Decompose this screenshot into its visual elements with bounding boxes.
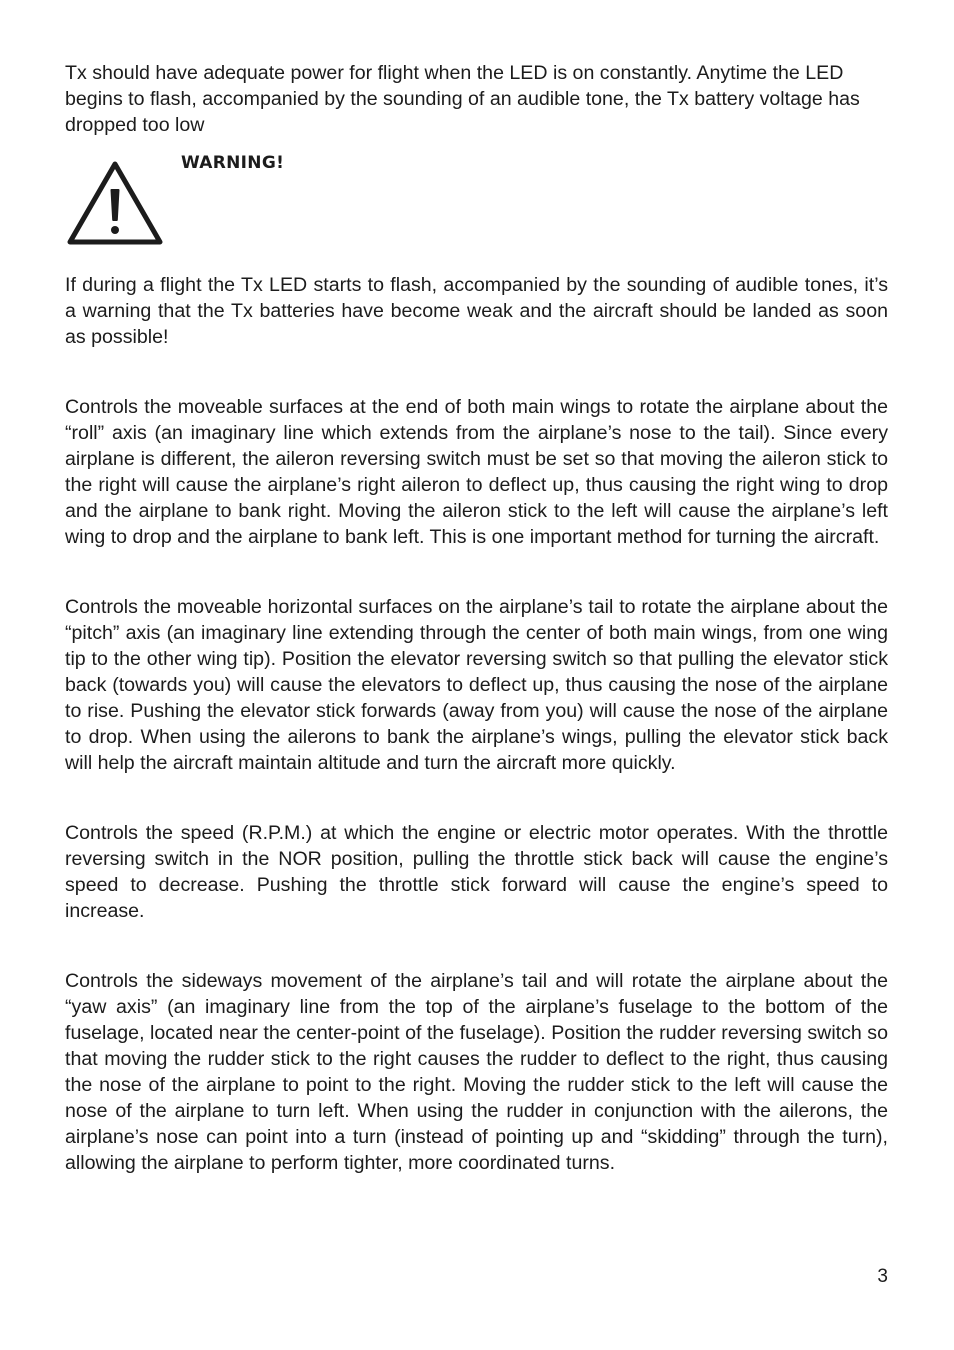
document-page — [65, 60, 888, 1176]
warning-text: If during a flight the Tx LED starts to flash, accompanied by the sounding of audible tones, it’s a warning that the Tx batteries have become weak and the aircraft should be landed as soon as possible! — [65, 274, 888, 348]
warning-block — [65, 152, 888, 272]
section-gap — [65, 350, 888, 394]
elevator-paragraph: Controls the moveable horizontal surfaces on the airplane’s tail to rotate the airplane about the “pitch” axis (an imaginary line extending through the center of both main wings, from one wing tip to the other wing tip). Position the elevator reversing switch so that pulling the elevator stick back (towards you) will cause the elevators to deflect up, thus causing the nose of the airplane to rise. Pushing the elevator stick forwards (away from you) will cause the nose of the airplane to drop. When using the ailerons to bank the airplane’s wings, pulling the elevator stick back will help the aircraft maintain altitude and turn the aircraft more quickly. — [65, 596, 888, 774]
section-gap — [65, 776, 888, 820]
rudder-paragraph: Controls the sideways movement of the airplane’s tail and will rotate the airplane about the “yaw axis” (an imaginary line from the top of the airplane’s fuselage to the bottom of the fuselage, located near the center-point of the fuselage). Position the rudder reversing switch so that moving the rudder stick to the right causes the rudder to deflect to the right, thus causing the nose of the airplane to point to the right. Moving the rudder stick to the left will cause the nose of the airplane to turn left. When using the rudder in conjunction with the ailerons, the airplane’s nose can point into a turn (instead of pointing up and “skidding” through the turn), allowing the airplane to perform tighter, more coordinated turns. — [65, 970, 888, 1174]
section-gap — [65, 924, 888, 968]
aileron-paragraph: Controls the moveable surfaces at the end of both main wings to rotate the airplane about the “roll” axis (an imaginary line which extends from the airplane’s nose to the tail). Since every airplane is different, the aileron reversing switch must be set so that moving the aileron stick to the right will cause the airplane’s right aileron to deflect up, thus causing the right wing to drop and the airplane to bank right. Moving the aileron stick to the left will cause the airplane’s left wing to drop and the airplane to bank left. This is one important method for turning the aircraft. — [65, 396, 888, 548]
warning-triangle-icon — [65, 158, 165, 246]
throttle-paragraph: Controls the speed (R.P.M.) at which the engine or electric motor operates. With the throttle reversing switch in the NOR position, pulling the throttle stick back will cause the engine’s speed to decrease. Pushing the throttle stick forward will cause the engine’s speed to increase. — [65, 822, 888, 922]
page-number: 3 — [877, 1266, 888, 1287]
section-gap — [65, 550, 888, 594]
warning-title: WARNING! — [181, 153, 285, 173]
intro-paragraph: Tx should have adequate power for flight when the LED is on constantly. Anytime the LED begins to flash, accompanied by the sounding of an audible tone, the Tx battery voltage has dropped too low — [65, 62, 860, 136]
